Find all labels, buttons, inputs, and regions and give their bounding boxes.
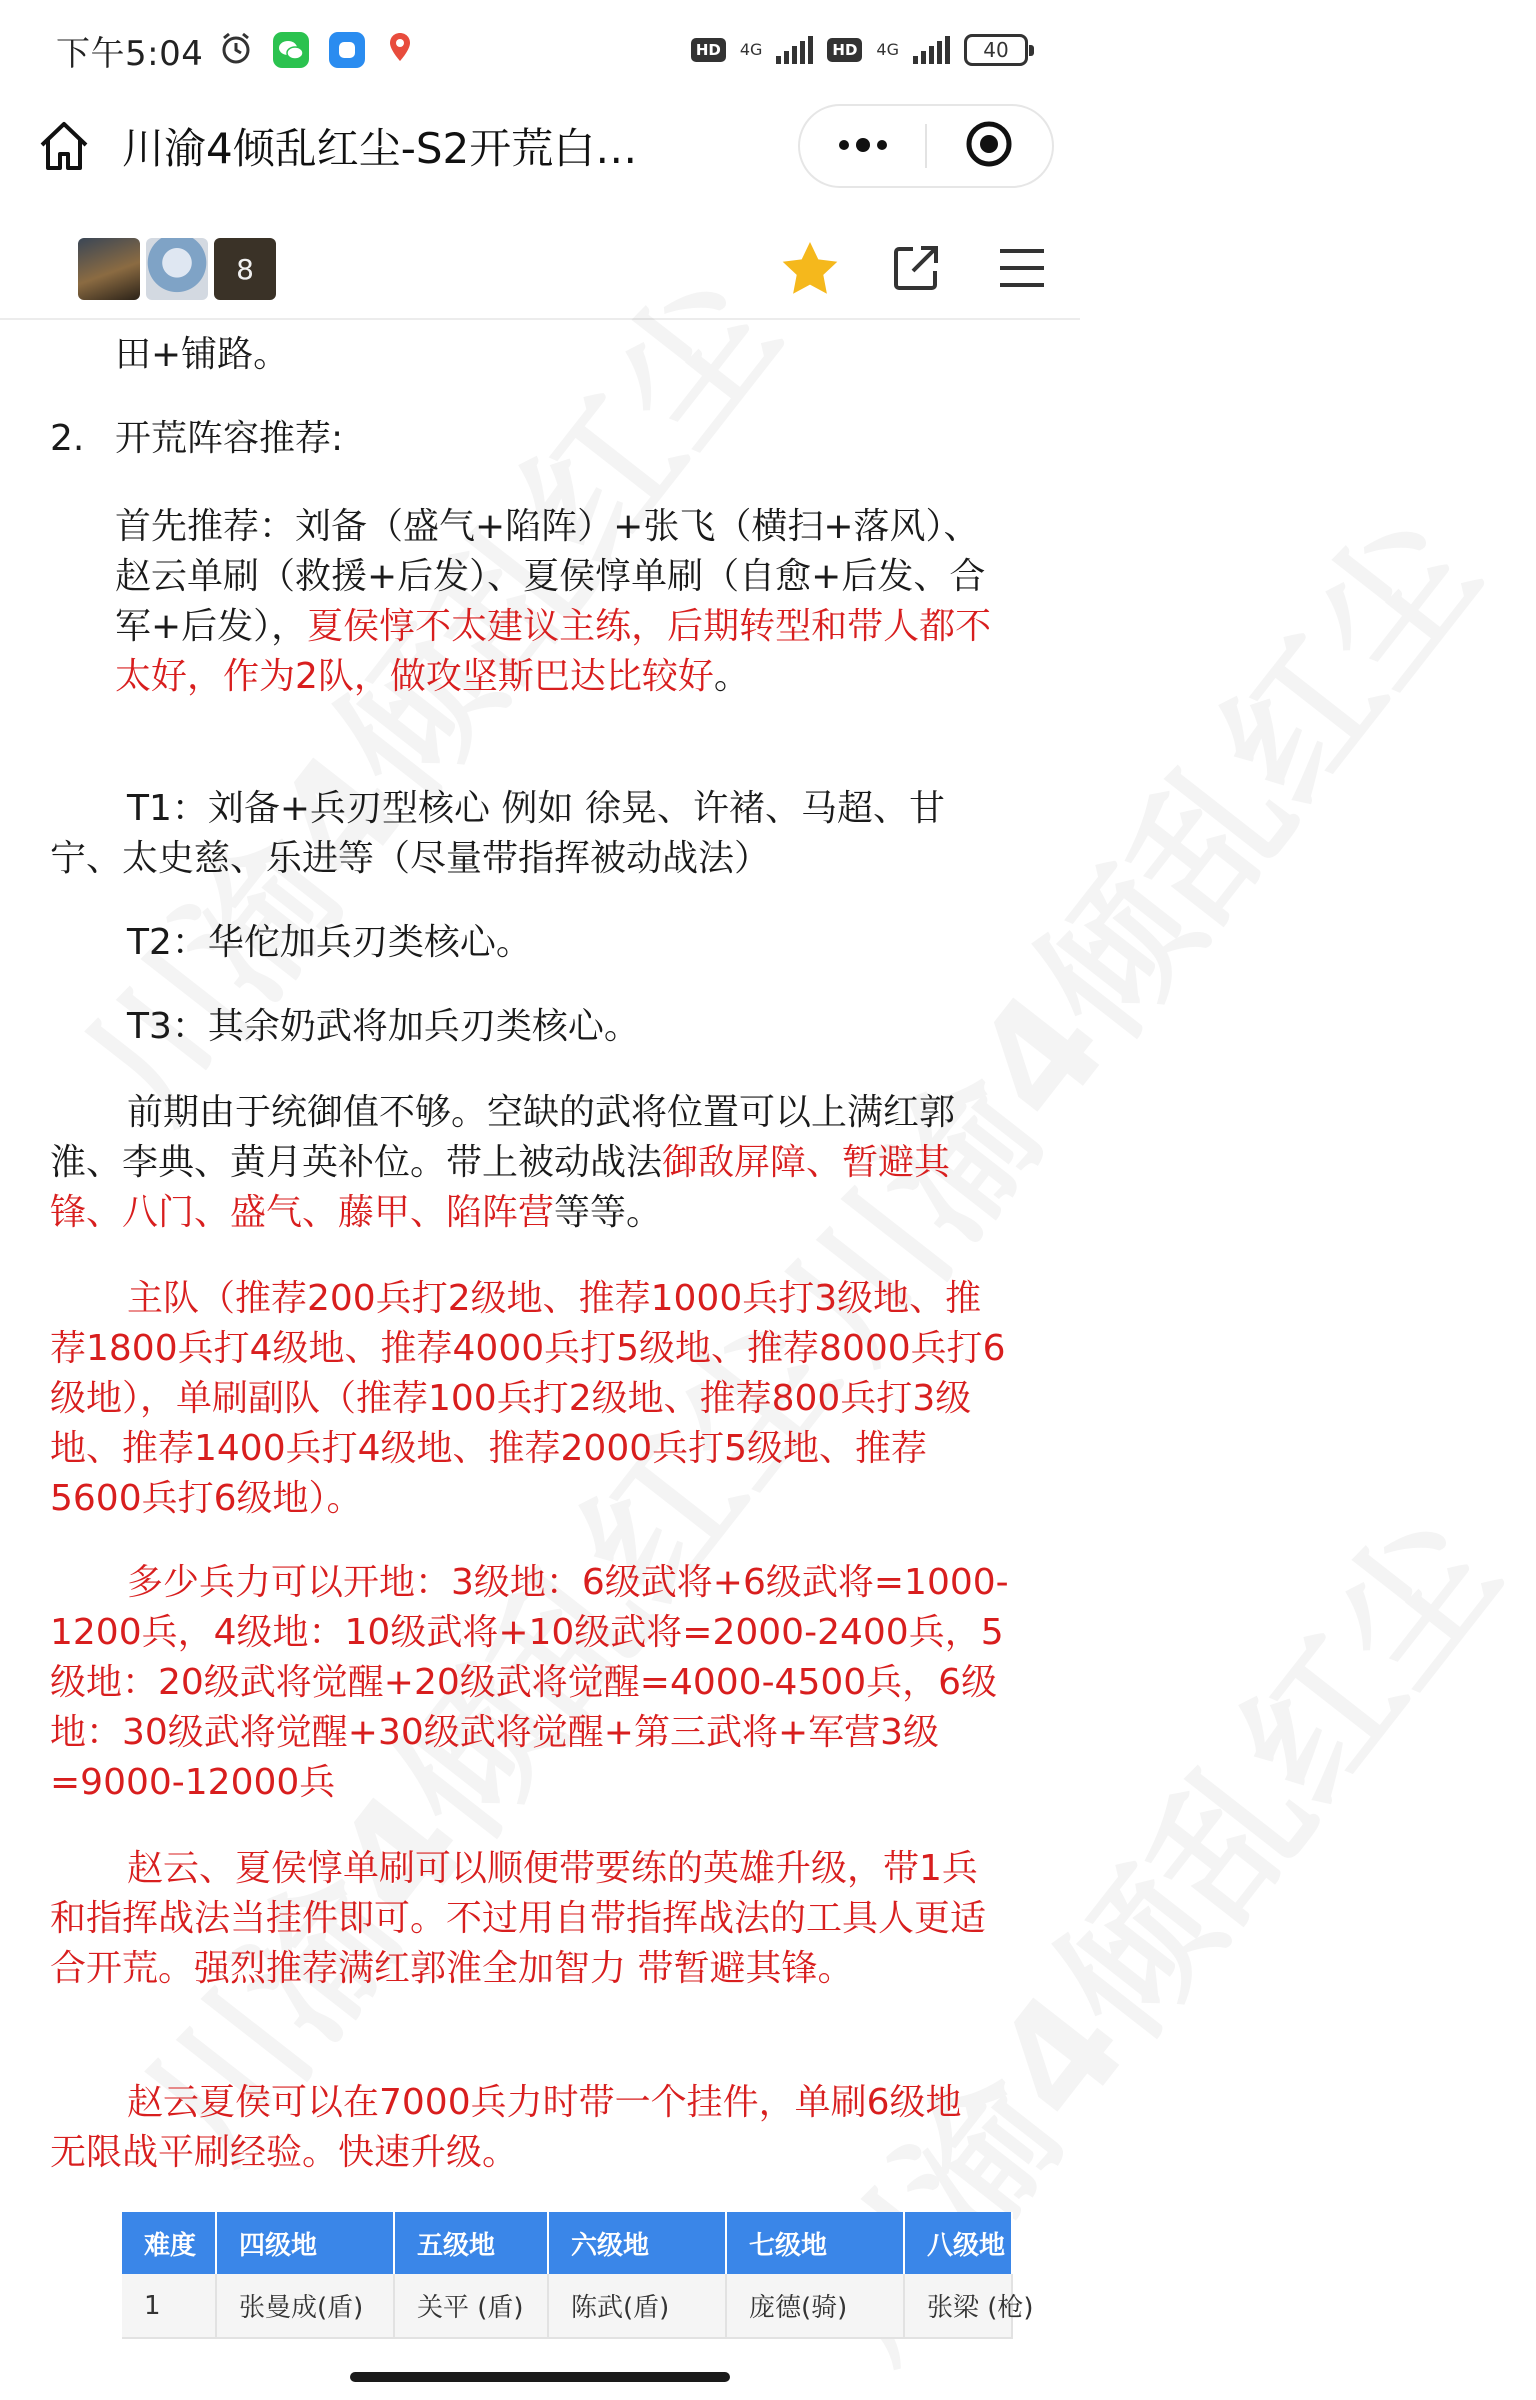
more-dots-icon (837, 137, 889, 156)
text-segment-red: 御敌屏障、暂避其锋、八门、盛气、藤甲、陷阵营 (50, 1142, 951, 1233)
text-segment-red: 夏侯惇不太建议主练，后期转型和带人都不太好，作为2队，做攻坚斯巴达比较好 (115, 606, 992, 697)
avatar[interactable] (78, 238, 140, 300)
table-header-cell: 四级地 (216, 2212, 394, 2274)
status-right-group (691, 34, 1028, 66)
menu-button[interactable] (990, 238, 1054, 302)
share-button[interactable] (884, 238, 948, 302)
paragraph-t2: T2：华佗加兵刃类核心。 (127, 922, 532, 963)
mini-program-title-bar (0, 100, 1080, 192)
paragraph-zhaoyun-solo: 赵云、夏侯惇单刷可以顺便带要练的英雄升级，带1兵和指挥战法当挂件即可。不过用自带指挥战法的工具人更适合开荒。强烈推荐满红郭淮全加智力 带暂避其锋。 (50, 1848, 987, 1989)
table-header-cell: 五级地 (394, 2212, 548, 2274)
viewer-avatars[interactable] (78, 238, 276, 300)
table-header-row (122, 2212, 1012, 2274)
paragraph-main-team: 主队（推荐200兵打2级地、推荐1000兵打3级地、推荐1800兵打4级地、推荐4000兵打5级地、推荐8000兵打6级地），单刷副队（推荐100兵打2级地、推荐800兵打3级地、推荐1400兵打4级地、推荐2000兵打5级地、推荐5600兵打6级地）。 (50, 1278, 1006, 1519)
share-external-icon (891, 243, 941, 297)
paragraph-zhaoyun-7000: 赵云夏侯可以在7000兵力时带一个挂件，单刷6级地 无限战平刷经验。快速升级。 (50, 2082, 962, 2173)
text-segment: 。 (713, 656, 750, 697)
table-cell: 张曼成(盾) (216, 2274, 394, 2338)
table-header-cell: 七级地 (726, 2212, 904, 2274)
text-segment: 等等。 (554, 1192, 663, 1233)
hd-badge-1: HD (691, 38, 726, 62)
favorite-button[interactable] (778, 238, 842, 302)
hd-badge-2: HD (827, 38, 862, 62)
home-indicator[interactable] (350, 2372, 730, 2382)
enemy-table (122, 2212, 1034, 2339)
table-header-cell: 难度 (122, 2212, 216, 2274)
text-segment: 前期由于统御值不够。空缺的武将位置可以上满红郭淮、李典、黄月英补位。带上被动战法 (50, 1092, 956, 1183)
close-mini-program-button[interactable] (927, 106, 1052, 186)
table-header-cell: 六级地 (548, 2212, 726, 2274)
table-cell: 庞德(骑) (726, 2274, 904, 2338)
network-type-1: 4G (739, 40, 763, 59)
table-cell: 1 (122, 2274, 216, 2338)
status-bar (0, 0, 1080, 100)
wechat-icon (273, 32, 309, 68)
star-icon (780, 239, 840, 301)
text-segment: 首先推荐：刘备（盛气+陷阵）+张飞（横扫+落风）、赵云单刷（救援+后发）、夏侯惇单刷（自愈+后发、合军+后发）， (115, 506, 986, 647)
paragraph-early-stage (50, 1088, 1000, 1238)
paragraph-t1: T1：刘备+兵刃型核心 例如 徐晃、许褚、马超、甘宁、太史慈、乐进等（尽量带指挥被动战法） (50, 788, 945, 879)
target-circle-icon (964, 119, 1014, 173)
document-content (0, 322, 1080, 2352)
list-number: 2. (50, 418, 85, 459)
hamburger-menu-icon (998, 247, 1046, 293)
mini-program-capsule (798, 104, 1054, 188)
paragraph-line: 田+铺路。 (115, 334, 290, 375)
battery-icon (964, 34, 1028, 66)
battery-level: 40 (983, 38, 1009, 62)
app-notification-icon (329, 32, 365, 68)
page-title: 川渝4倾乱红尘-S2开荒白… (122, 124, 638, 173)
alarm-clock-icon (219, 31, 253, 69)
table-cell: 张梁 (枪) (904, 2274, 1012, 2338)
more-options-button[interactable] (800, 106, 925, 186)
list-item-title: 开荒阵容推荐: (115, 418, 344, 459)
paragraph-troops: 多少兵力可以开地：3级地：6级武将+6级武将=1000-1200兵，4级地：10级武将+10级武将=2000-2400兵，5级地：20级武将觉醒+20级武将觉醒=4000-4500兵，6级地：30级武将觉醒+30级武将觉醒+第三武将+军营3级=9000-12000兵 (50, 1562, 1009, 1803)
avatar[interactable] (146, 238, 208, 300)
table-cell: 陈武(盾) (548, 2274, 726, 2338)
signal-strength-icon-2 (913, 36, 950, 64)
document-toolbar (0, 220, 1080, 320)
status-notification-icons (219, 31, 415, 69)
signal-strength-icon (776, 36, 813, 64)
network-type-2: 4G (876, 40, 899, 59)
home-icon[interactable] (36, 118, 92, 174)
table-cell: 关平 (盾) (394, 2274, 548, 2338)
table-header-cell: 八级地 (904, 2212, 1012, 2274)
paragraph-t3: T3：其余奶武将加兵刃类核心。 (127, 1006, 640, 1047)
status-time: 下午5:04 (56, 33, 204, 74)
map-pin-icon (385, 31, 415, 69)
table-row (122, 2274, 1012, 2338)
toolbar-actions (778, 238, 1054, 302)
paragraph-first-recommend (115, 502, 1015, 702)
avatar-count[interactable]: 8 (214, 238, 276, 300)
